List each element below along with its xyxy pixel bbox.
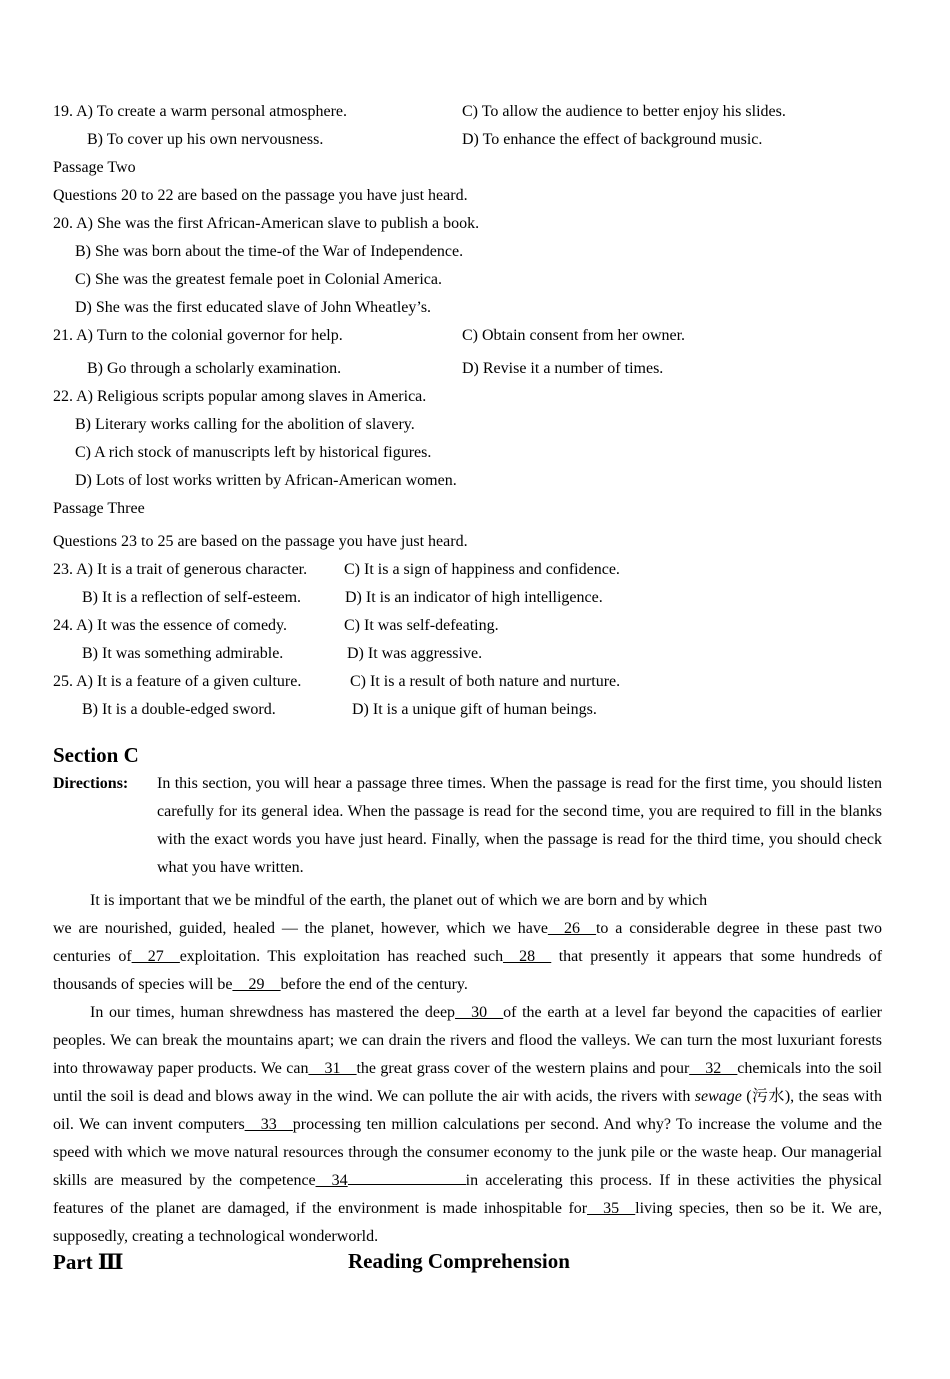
- passage-three-title: Passage Three: [53, 500, 145, 517]
- passage-three-instruction: Questions 23 to 25 are based on the passage you have just heard.: [53, 533, 468, 550]
- blank-31[interactable]: __31__: [308, 1060, 357, 1077]
- q21-option-b: B) Go through a scholarly examination.: [87, 360, 342, 377]
- blank-35[interactable]: __35__: [587, 1200, 636, 1217]
- passage-paragraph-1: [53, 915, 882, 999]
- p2-text-8: living species, then so be it. We are, supposedly, creating a technological wonderworld.: [53, 1200, 883, 1245]
- passage-p1-first-line: It is important that we be mindful of the earth, the planet out of which we are born and by which: [90, 892, 708, 909]
- blank-27[interactable]: __27__: [131, 948, 180, 965]
- p1-text-5: before the end of the century.: [280, 976, 468, 993]
- q20-option-d: D) She was the first educated slave of John Wheatley’s.: [75, 299, 432, 316]
- q22-option-b: B) Literary works calling for the abolition of slavery.: [75, 416, 415, 433]
- section-c-directions: [53, 770, 882, 882]
- blank-33[interactable]: __33__: [244, 1116, 293, 1133]
- p2-text-3: the great grass cover of the western plains and pour: [356, 1060, 690, 1077]
- p2-text-1: In our times, human shrewdness has mastered the deep: [90, 1004, 456, 1021]
- q25-option-d: D) It is a unique gift of human beings.: [352, 701, 597, 718]
- blank-28[interactable]: __28__: [503, 948, 552, 965]
- q23-option-b: B) It is a reflection of self-esteem.: [82, 589, 302, 606]
- p2-text-4: chemicals into the soil until the soil is dead and blows away in the wind. We can pollute the air with acids, the rivers with: [53, 1060, 883, 1105]
- p1-text-2: to a considerable degree in these past two centuries of: [53, 920, 883, 965]
- passage-paragraph-2: [53, 999, 882, 1251]
- q22-option-d: D) Lots of lost works written by African-American women.: [75, 472, 457, 489]
- q19-option-c: C) To allow the audience to better enjoy his slides.: [462, 103, 786, 120]
- directions-text: In this section, you will hear a passage three times. When the passage is read for the first time, you should listen carefully for its general idea. When the passage is read for the second time, you are required to fill in the blanks with the exact words you have just heard. Finally, when the passage is read for the third time, you should check what you have written.: [157, 775, 882, 876]
- blank-34[interactable]: __34: [315, 1172, 348, 1189]
- passage-two-title: Passage Two: [53, 159, 136, 176]
- q24-option-b: B) It was something admirable.: [82, 645, 284, 662]
- q24-option-a: 24. A) It was the essence of comedy.: [53, 617, 287, 634]
- q21-option-a: 21. A) Turn to the colonial governor for help.: [53, 327, 343, 344]
- q23-option-a: 23. A) It is a trait of generous character.: [53, 561, 308, 578]
- blank-34-underline: [348, 1170, 466, 1185]
- q23-option-c: C) It is a sign of happiness and confidence.: [344, 561, 620, 578]
- q24-option-c: C) It was self-defeating.: [344, 617, 499, 634]
- q19-option-d: D) To enhance the effect of background music.: [462, 131, 763, 148]
- p2-text-5: (污水), the seas with oil. We can invent computers: [53, 1088, 882, 1133]
- p2-text-2: of the earth at a level far beyond the capacities of earlier peoples. We can break the mountains apart; we can drain the rivers and flood the valleys. We can turn the most luxuriant forests into throwaway paper products. We can: [53, 1004, 883, 1077]
- q25-option-a: 25. A) It is a feature of a given culture.: [53, 673, 302, 690]
- q19-option-b: B) To cover up his own nervousness.: [87, 131, 324, 148]
- p2-text-7: in accelerating this process. If in these activities the physical features of the planet are damaged, if the environment is made inhospitable for: [53, 1172, 883, 1217]
- q21-option-d: D) Revise it a number of times.: [462, 360, 664, 377]
- p1-text-4: that presently it appears that some hundreds of thousands of species will be: [53, 948, 883, 993]
- passage-two-instruction: Questions 20 to 22 are based on the passage you have just heard.: [53, 187, 468, 204]
- blank-30[interactable]: __30__: [455, 1004, 504, 1021]
- q25-option-c: C) It is a result of both nature and nurture.: [350, 673, 621, 690]
- blank-29[interactable]: __29__: [232, 976, 281, 993]
- q19-option-a: 19. A) To create a warm personal atmosphere.: [53, 103, 348, 120]
- q22-option-a: 22. A) Religious scripts popular among slaves in America.: [53, 388, 427, 405]
- q20-option-a: 20. A) She was the first African-American slave to publish a book.: [53, 215, 480, 232]
- sewage-word: sewage: [694, 1088, 742, 1105]
- q23-option-d: D) It is an indicator of high intelligence.: [345, 589, 603, 606]
- part-three-label: Part Ⅲ: [53, 1250, 124, 1274]
- section-c-heading: Section C: [53, 743, 139, 767]
- directions-label: Directions:: [53, 775, 129, 792]
- p1-text-3: exploitation. This exploitation has reached such: [179, 948, 504, 965]
- p2-text-6: processing ten million calculations per second. And why? To increase the volume and the speed with which we move natural resources through the consumer economy to the junk pile or the waste heap. Our managerial skills are measured by the competence: [53, 1116, 882, 1189]
- part-three-title: Reading Comprehension: [348, 1249, 570, 1273]
- q22-option-c: C) A rich stock of manuscripts left by historical figures.: [75, 444, 432, 461]
- q25-option-b: B) It is a double-edged sword.: [82, 701, 276, 718]
- blank-26[interactable]: __26__: [547, 920, 596, 937]
- q21-option-c: C) Obtain consent from her owner.: [462, 327, 686, 344]
- q24-option-d: D) It was aggressive.: [347, 645, 483, 662]
- q20-option-b: B) She was born about the time-of the War of Independence.: [75, 243, 464, 260]
- p1-text-1: we are nourished, guided, healed — the planet, however, which we have: [53, 920, 548, 937]
- q20-option-c: C) She was the greatest female poet in Colonial America.: [75, 271, 442, 288]
- blank-32[interactable]: __32__: [689, 1060, 738, 1077]
